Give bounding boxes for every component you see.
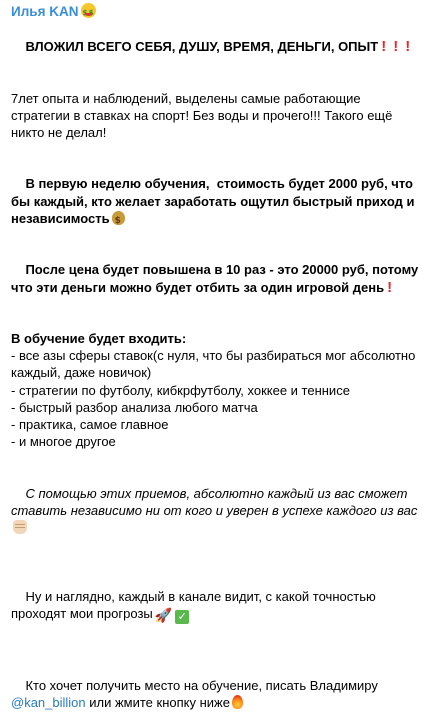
paragraph-gap (11, 313, 419, 330)
money-mouth-face-icon (81, 3, 96, 18)
raised-fist-icon (13, 520, 27, 534)
includes-item: - стратегии по футболу, кибкрфутболу, хоккее и теннисе (11, 382, 350, 398)
headline (11, 21, 419, 73)
paragraph-gap (11, 141, 419, 158)
proof-paragraph (11, 570, 419, 642)
price-first-week: В первую неделю обучения, стоимость будет 2000 руб, что бы каждый, кто желает заработать ощутил быстрый приход и независимость (11, 176, 419, 226)
paragraph-gap (11, 642, 419, 659)
italic-note-text: С помощью этих приемов, абсолютно каждый из вас сможет ставить независимо ни от кого и уверен в успехе каждого из вас (11, 485, 418, 518)
sender-name-text: Илья KAN (11, 4, 79, 19)
fire-icon (232, 695, 243, 709)
red-exclamation-icon: ! (405, 38, 411, 56)
username-link[interactable]: @kan_billion (11, 694, 86, 710)
cta-suffix: или жмите кнопку ниже (85, 694, 230, 710)
paragraph-gap (11, 450, 419, 467)
cta-paragraph (11, 659, 419, 728)
red-exclamation-icon: ! (393, 38, 399, 56)
italic-note (11, 467, 419, 553)
proof-text: Ну и наглядно, каждый в канале видит, с какой точностью проходят мои прогрозы (11, 588, 380, 621)
price-after-paragraph (11, 244, 422, 313)
money-bag-icon (112, 211, 125, 225)
price-after-text: После цена будет повышена в 10 раз - это 20000 руб, потому что эти деньги можно будет отбить за один игровой день (11, 262, 422, 295)
intro-paragraph: 7лет опыта и наблюдений, выделены самые работающие стратегии в ставках на спорт! Без воды и прочего!!! Такого ещё никто не делал! (11, 90, 396, 141)
sender-name[interactable] (11, 3, 419, 21)
red-exclamation-icon: ! (387, 278, 393, 296)
paragraph-gap (11, 553, 419, 570)
includes-item: - и многое другое (11, 434, 116, 450)
includes-item: - практика, самое главное (11, 417, 169, 433)
red-exclamation-icon: ! (381, 38, 387, 56)
paragraph-gap (11, 73, 419, 90)
price-paragraph (11, 158, 419, 244)
includes-item: - быстрый разбор анализа любого матча (11, 399, 258, 415)
cta-prefix: Кто хочет получить место на обучение, писать Владимиру (25, 677, 382, 693)
rocket-icon: 🚀 (154, 607, 173, 624)
includes-title: В обучение будет входить: (11, 331, 187, 347)
includes-item: - все азы сферы ставок(с нуля, что бы разбираться мог абсолютно каждый, даже новичок) (11, 348, 419, 381)
headline-text: ВЛОЖИЛ ВСЕГО СЕБЯ, ДУШУ, ВРЕМЯ, ДЕНЬГИ, ОПЫТ (25, 39, 379, 55)
check-mark-button-icon: ✓ (175, 610, 189, 624)
